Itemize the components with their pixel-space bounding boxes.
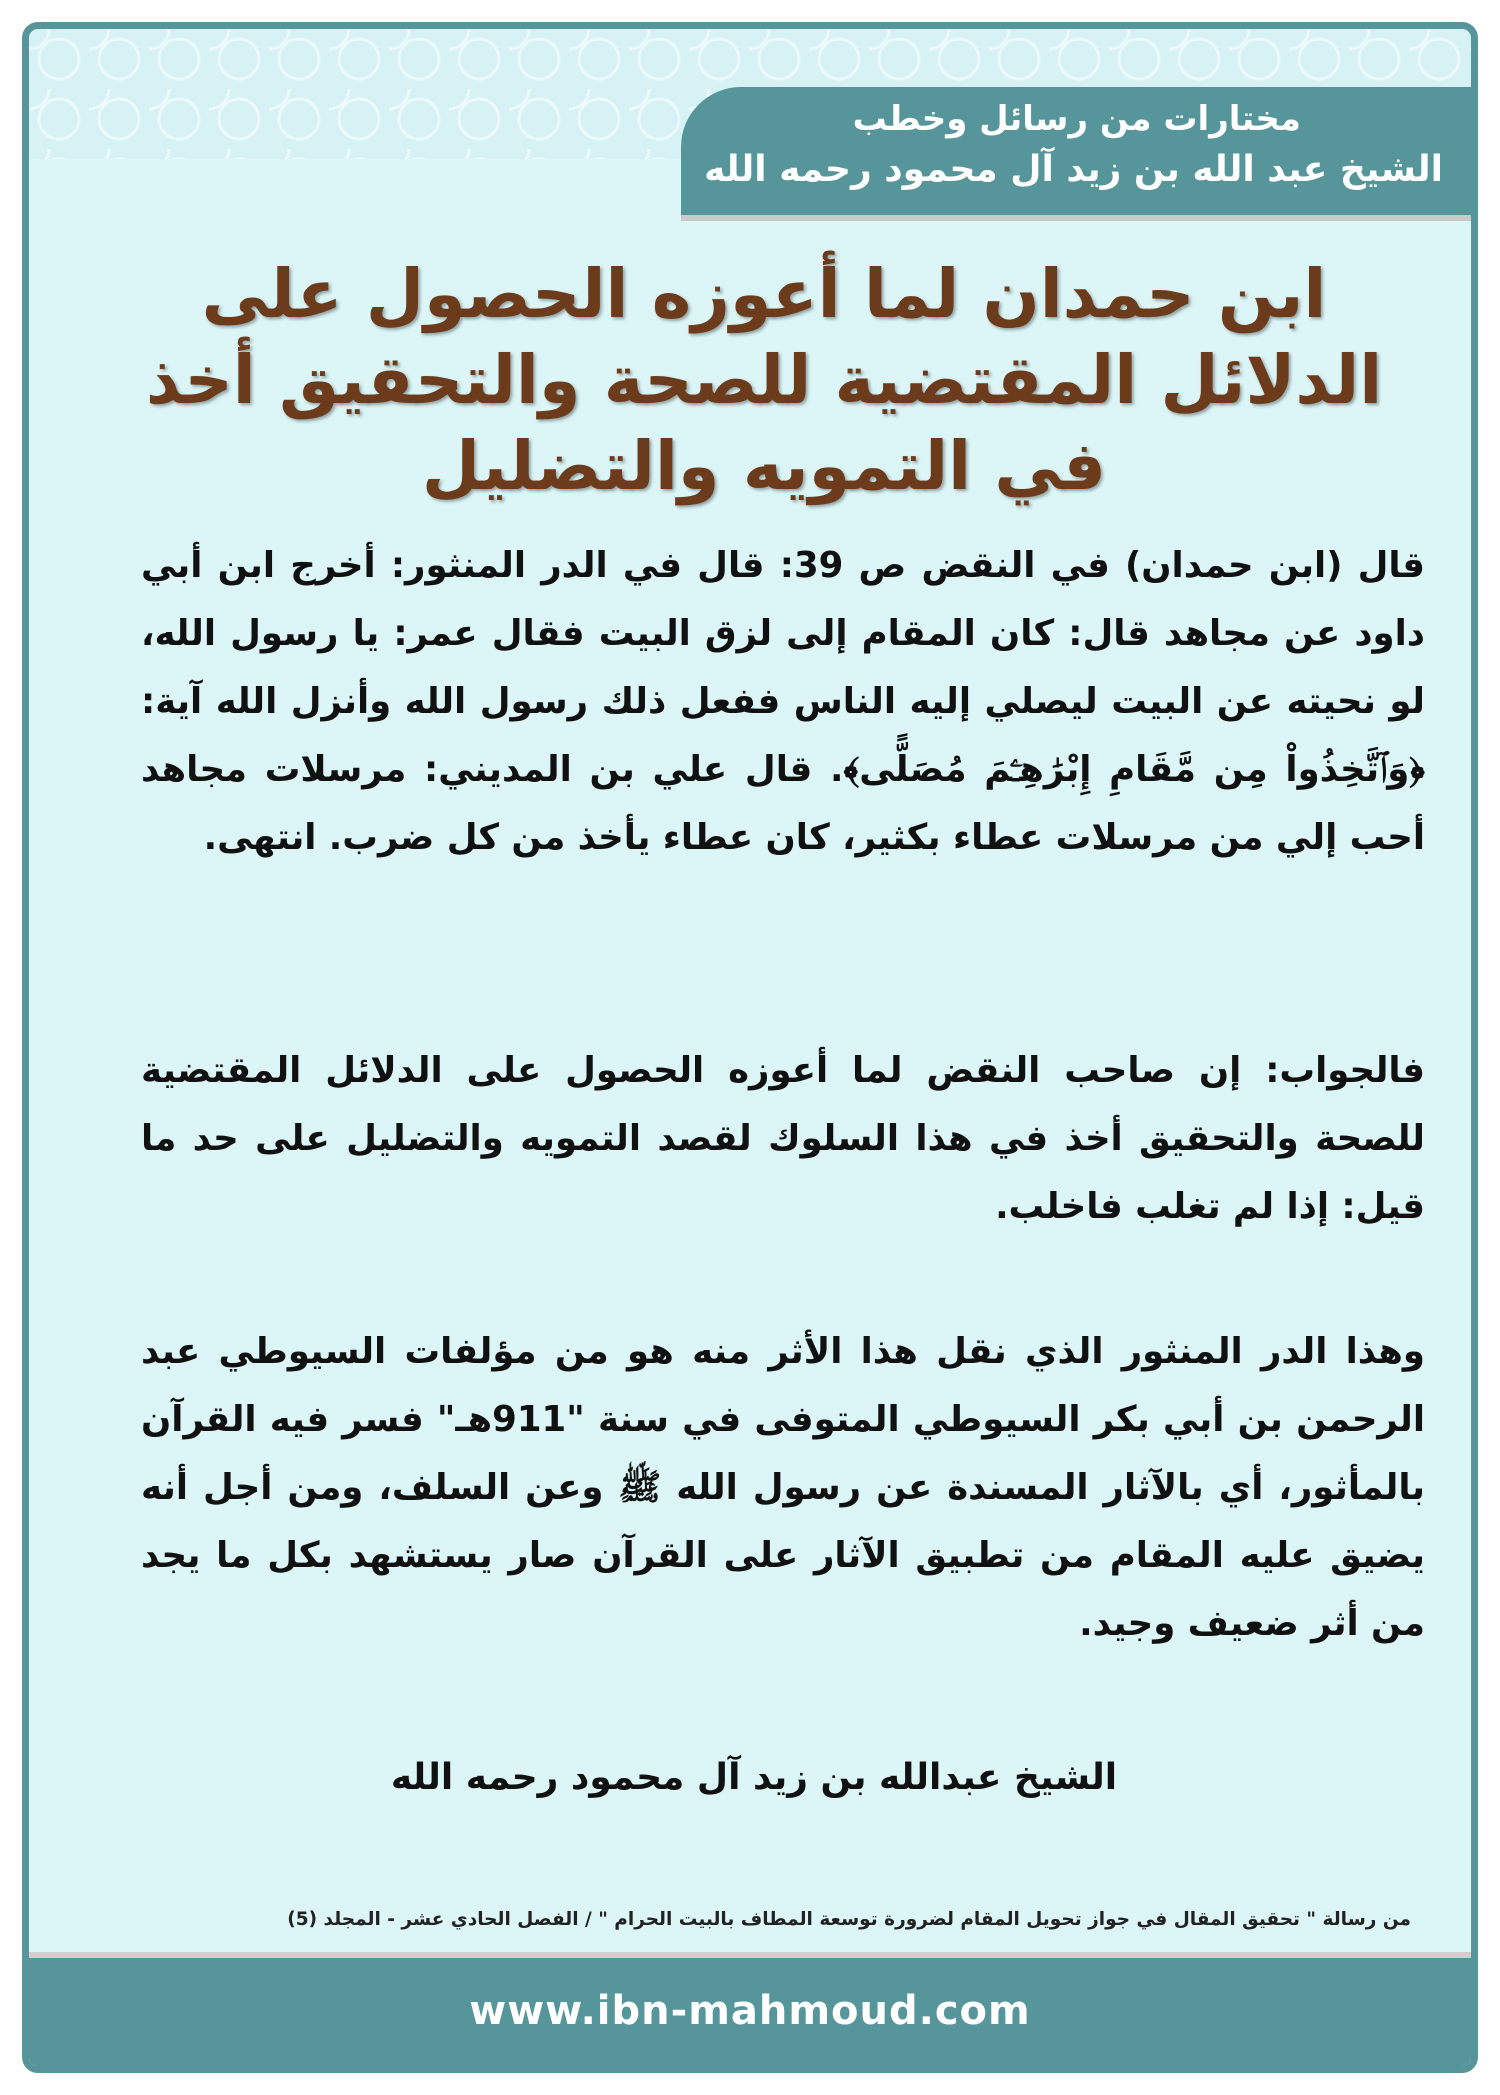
website-link[interactable]: www.ibn-mahmoud.com [469, 1988, 1031, 2034]
article-paragraph-1: قال (ابن حمدان) في النقض ص 39: قال في الدر المنثور: أخرج ابن أبي داود عن مجاهد قال: كان المقام إلى لزق البيت فقال عمر: يا رسول الله، لو نحيته عن البيت ليصلي إليه الناس ففعل ذلك رسول الله وأنزل الله آية: ﴿وَٱتَّخِذُواْ مِن مَّقَامِ إِبْرَٰهِـۧمَ مُصَلًّى﴾. قال علي بن المديني: مرسلات مجاهد أحب إلي من مرسلات عطاء بكثير، كان عطاء يأخذ من كل ضرب. انتهى. [141, 545, 1425, 858]
source-citation: من رسالة " تحقيق المقال في جواز تحويل المقام لضرورة توسعة المطاف بالبيت الحرام " / الفصل الحادي عشر - المجلد (5) [287, 1909, 1411, 1930]
author-signature: الشيخ عبدالله بن زيد آل محمود رحمه الله [390, 1757, 1118, 1798]
article-paragraph-2: فالجواب: إن صاحب النقض لما أعوزه الحصول على الدلائل المقتضية للصحة والتحقيق أخذ في هذا السلوك لقصد التمويه والتضليل على حد ما قيل: إذا لم تغلب فاخلب. [141, 1050, 1425, 1227]
header-author-name: الشيخ عبد الله بن زيد آل محمود رحمه الله [704, 149, 1443, 190]
page-frame [22, 22, 1478, 2073]
article-title: ابن حمدان لما أعوزه الحصول على الدلائل المقتضية للصحة والتحقيق أخذ في التمويه والتضليل [145, 255, 1383, 505]
header-band [681, 87, 1471, 215]
article-paragraph-3: وهذا الدر المنثور الذي نقل هذا الأثر منه هو من مؤلفات السيوطي عبد الرحمن بن أبي بكر السيوطي المتوفى في سنة "911هـ" فسر فيه القرآن بالمأثور، أي بالآثار المسندة عن رسول الله ﷺ وعن السلف، ومن أجل أنه يضيق عليه المقام من تطبيق الآثار على القرآن صار يستشهد بكل ما يجد من أثر ضعيف وجيد. [141, 1331, 1425, 1644]
footer-band [29, 1958, 1471, 2066]
header-series-title: مختارات من رسائل وخطب [852, 99, 1301, 139]
